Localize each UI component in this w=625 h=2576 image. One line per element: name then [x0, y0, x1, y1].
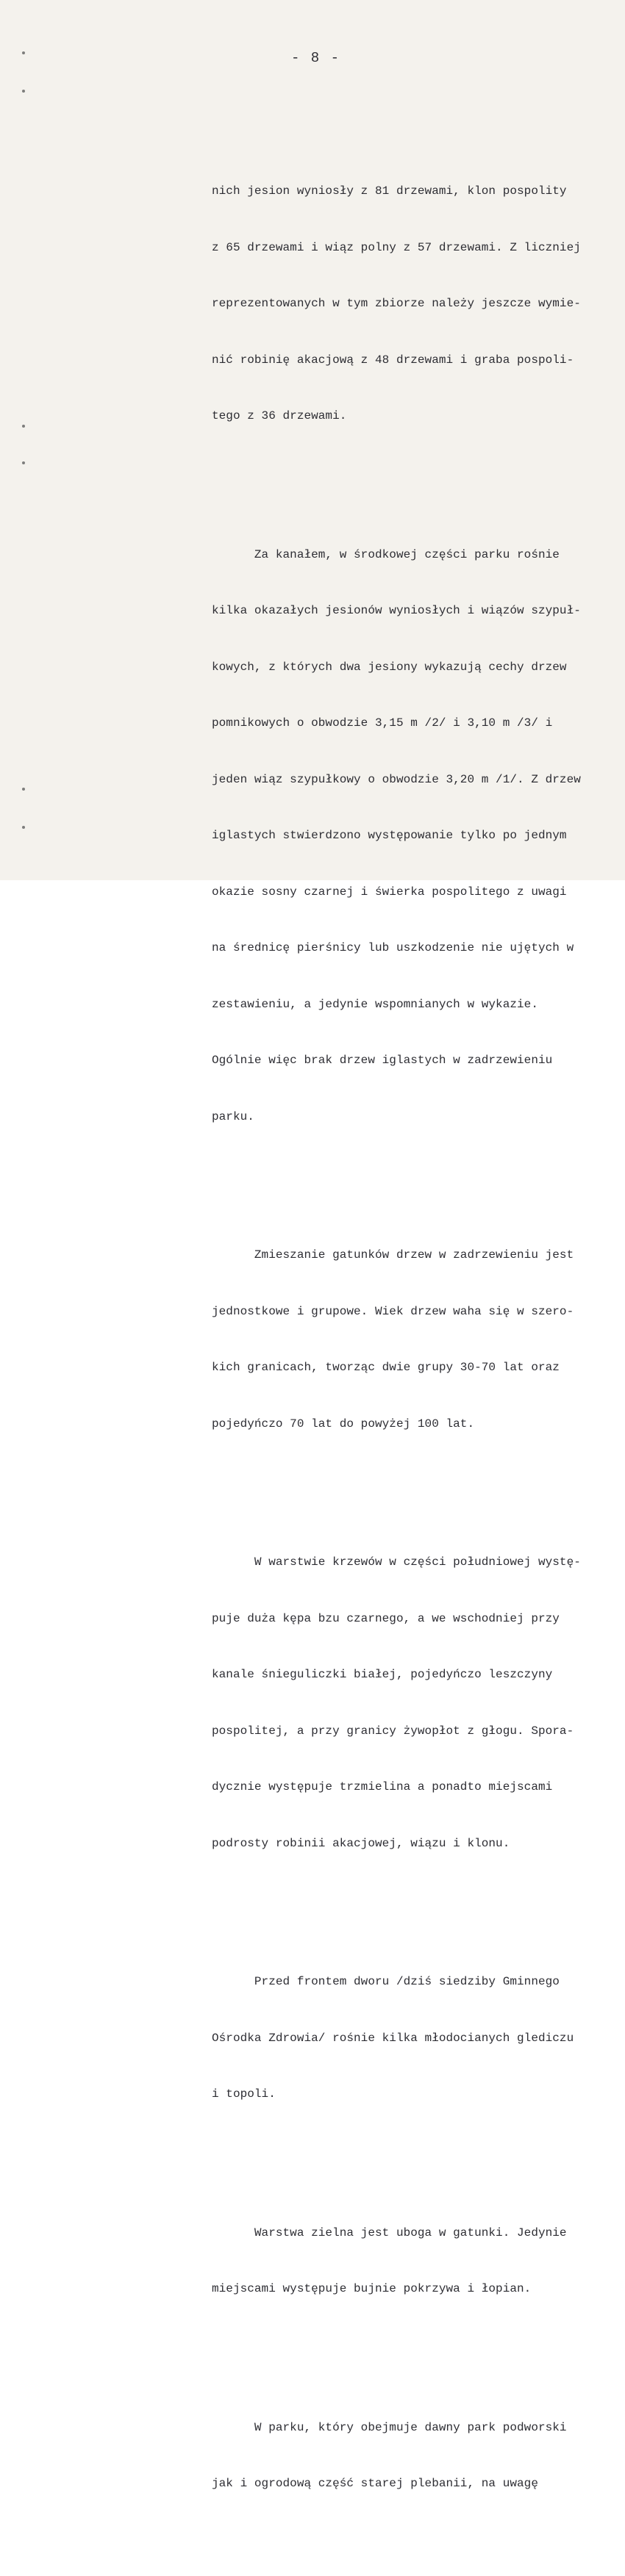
- punch-hole-mark: [22, 90, 25, 93]
- punch-hole-mark: [22, 425, 25, 428]
- text-line: z 65 drzewami i wiąz polny z 57 drzewami. Z liczniej: [212, 240, 581, 254]
- body-text: [212, 107, 624, 2576]
- text-line: pojedyńczo 70 lat do powyżej 100 lat.: [212, 1417, 475, 1431]
- paragraph: [212, 2187, 624, 2336]
- punch-hole-mark: [22, 788, 25, 791]
- text-line: kich granicach, tworząc dwie grupy 30-70 lat oraz: [212, 1361, 560, 1374]
- text-line: iglastych stwierdzono występowanie tylko po jednym: [212, 829, 567, 842]
- punch-hole-mark: [22, 461, 25, 464]
- text-line: reprezentowanych w tym zbiorze należy jeszcze wymie-: [212, 297, 581, 310]
- text-line: pomnikowych o obwodzie 3,15 m /2/ i 3,10 m /3/ i: [212, 716, 553, 730]
- text-line: parku.: [212, 1109, 254, 1123]
- paragraph: [212, 1516, 624, 1890]
- text-line: kowych, z których dwa jesiony wykazują cechy drzew: [212, 660, 567, 674]
- text-line: tego z 36 drzewami.: [212, 409, 347, 422]
- text-line: kilka okazałych jesionów wyniosłych i wiązów szypuł-: [212, 604, 581, 617]
- text-line: podrosty robinii akacjowej, wiązu i klonu.: [212, 1836, 510, 1850]
- text-line: puje duża kępa bzu czarnego, a we wschodniej przy: [212, 1611, 560, 1625]
- text-line: pospolitej, a przy granicy żywopłot z głogu. Sporа-: [212, 1724, 574, 1738]
- text-line: na średnicę pierśnicy lub uszkodzenie nie ujętych w: [212, 941, 574, 954]
- punch-hole-mark: [22, 51, 25, 54]
- punch-hole-mark: [22, 826, 25, 829]
- text-line: miejscami występuje bujnie pokrzywa i łopian.: [212, 2282, 532, 2295]
- paragraph: [212, 508, 624, 1165]
- text-line: i topoli.: [212, 2087, 276, 2101]
- text-line: dycznie występuje trzmielina a ponadto miejscami: [212, 1780, 553, 1794]
- paragraph: [212, 1209, 624, 1471]
- paragraph: [212, 145, 624, 464]
- page-number: - 8 -: [291, 50, 341, 66]
- text-line: Zmieszanie gatunków drzew w zadrzewieniu jest: [212, 1248, 574, 1262]
- text-line: Ośrodka Zdrowia/ rośnie kilka młodocianych glediczu: [212, 2031, 574, 2045]
- text-line: zestawieniu, a jedynie wspomnianych w wykazie.: [212, 997, 538, 1011]
- text-line: Warstwa zielna jest uboga w gatunki. Jedynie: [212, 2226, 567, 2239]
- text-line: Za kanałem, w środkowej części parku rośnie: [212, 547, 560, 561]
- text-line: jak i ogrodową część starej plebanii, na uwagę: [212, 2477, 538, 2490]
- text-line: jeden wiąz szypułkowy o obwodzie 3,20 m /1/. Z drzew: [212, 772, 581, 786]
- text-line: nich jesion wyniosły z 81 drzewami, klon pospolity: [212, 184, 567, 198]
- text-line: W warstwie krzewów w części południowej wystę-: [212, 1555, 581, 1569]
- text-line: okazie sosny czarnej i świerka pospolitego z uwagi: [212, 885, 567, 899]
- text-line: W parku, który obejmuje dawny park podworski: [212, 2420, 567, 2434]
- text-line: Ogólnie więc brak drzew iglastych w zadrzewieniu: [212, 1054, 553, 1067]
- text-line: kanale śnieguliczki białej, pojedyńczo leszczyny: [212, 1668, 553, 1681]
- text-line: Przed frontem dworu /dziś siedziby Gminnego: [212, 1975, 560, 1988]
- paragraph: [212, 1935, 624, 2142]
- text-line: nić robinię akacjową z 48 drzewami i graba pospoli-: [212, 353, 574, 367]
- text-line: jednostkowe i grupowe. Wiek drzew waha się w szero-: [212, 1304, 574, 1318]
- paragraph: [212, 2381, 624, 2531]
